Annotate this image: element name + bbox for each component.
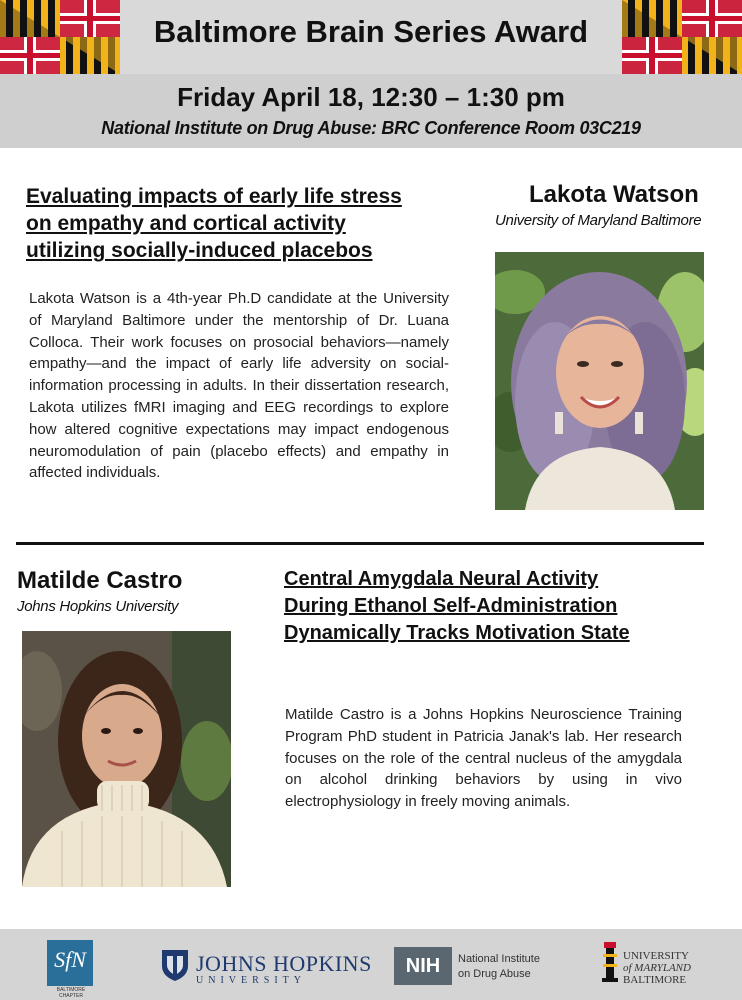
speaker2-bio: Matilde Castro is a Johns Hopkins Neuroscience Training Program PhD student in Patricia Janak's lab. Her research focuses on the role of the central nucleus of the amygdala on alcohol drinking behaviors by using in vivo electrophysiology in freely moving animals. [285,706,682,811]
header-banner [0,0,742,148]
speaker1-affiliation: University of Maryland Baltimore [495,212,702,229]
speaker1-talk-title-line: Evaluating impacts of early life stress [26,185,402,208]
umb-logo-line: of MARYLAND [623,962,691,974]
event-date-time: Friday April 18, 12:30 – 1:30 pm [177,82,565,112]
event-location: National Institute on Drug Abuse: BRC Conference Room 03C219 [101,118,641,138]
speaker1-bio: Lakota Watson is a 4th-year Ph.D candidate at the University of Maryland Baltimore under the mentorship of Dr. Luana Colloca. Their work focuses on prosocial behaviors—namely empathy—and the impact of early life adversity on social-information processing in adults. In their dissertation research, Lakota utilizes fMRI imaging and EEG recordings to explore how altered cognitive expectations may impact endogenous neuromodulation of pain (placebo effects) and empathy in affected individuals. [29,290,449,482]
event-title: Baltimore Brain Series Award [153,14,589,49]
sfn-logo-mark: SfN [54,947,86,972]
speaker1-name: Lakota Watson [529,181,699,208]
speaker1-talk-title-line: utilizing socially-induced placebos [26,239,373,262]
speaker2-talk-title-line: During Ethanol Self-Administration [284,595,618,617]
jhu-shield-icon [160,948,190,987]
speaker2-photo [22,631,231,887]
nida-line: National Institute [458,953,540,965]
speaker2-talk-title-line: Dynamically Tracks Motivation State [284,622,630,644]
maryland-flag-right [622,0,742,74]
speaker1-talk-title-line: on empathy and cortical activity [26,212,346,235]
maryland-flag-left [0,0,120,74]
nida-logo-text [458,952,540,982]
speaker2-affiliation: Johns Hopkins University [17,598,179,615]
speaker1-photo [495,252,704,510]
sfn-logo [47,940,93,986]
nida-line: on Drug Abuse [458,968,531,980]
sfn-chapter-label: BALTIMORE CHAPTER [56,987,86,999]
speaker2-talk-title [284,566,630,647]
nih-logo: NIH [394,947,452,985]
jhu-logo [196,951,372,986]
jhu-logo-sub: UNIVERSITY [196,975,306,986]
speaker2-talk-title-line: Central Amygdala Neural Activity [284,568,599,590]
umb-logo-line: BALTIMORE [623,974,687,986]
speaker1-talk-title [26,183,402,264]
jhu-logo-name: JOHNS HOPKINS [196,951,372,976]
speaker2-name: Matilde Castro [17,567,183,594]
umb-logo [623,950,691,986]
section-divider [16,542,704,545]
umb-mace-icon [600,940,620,989]
umb-logo-line: UNIVERSITY [623,950,689,962]
